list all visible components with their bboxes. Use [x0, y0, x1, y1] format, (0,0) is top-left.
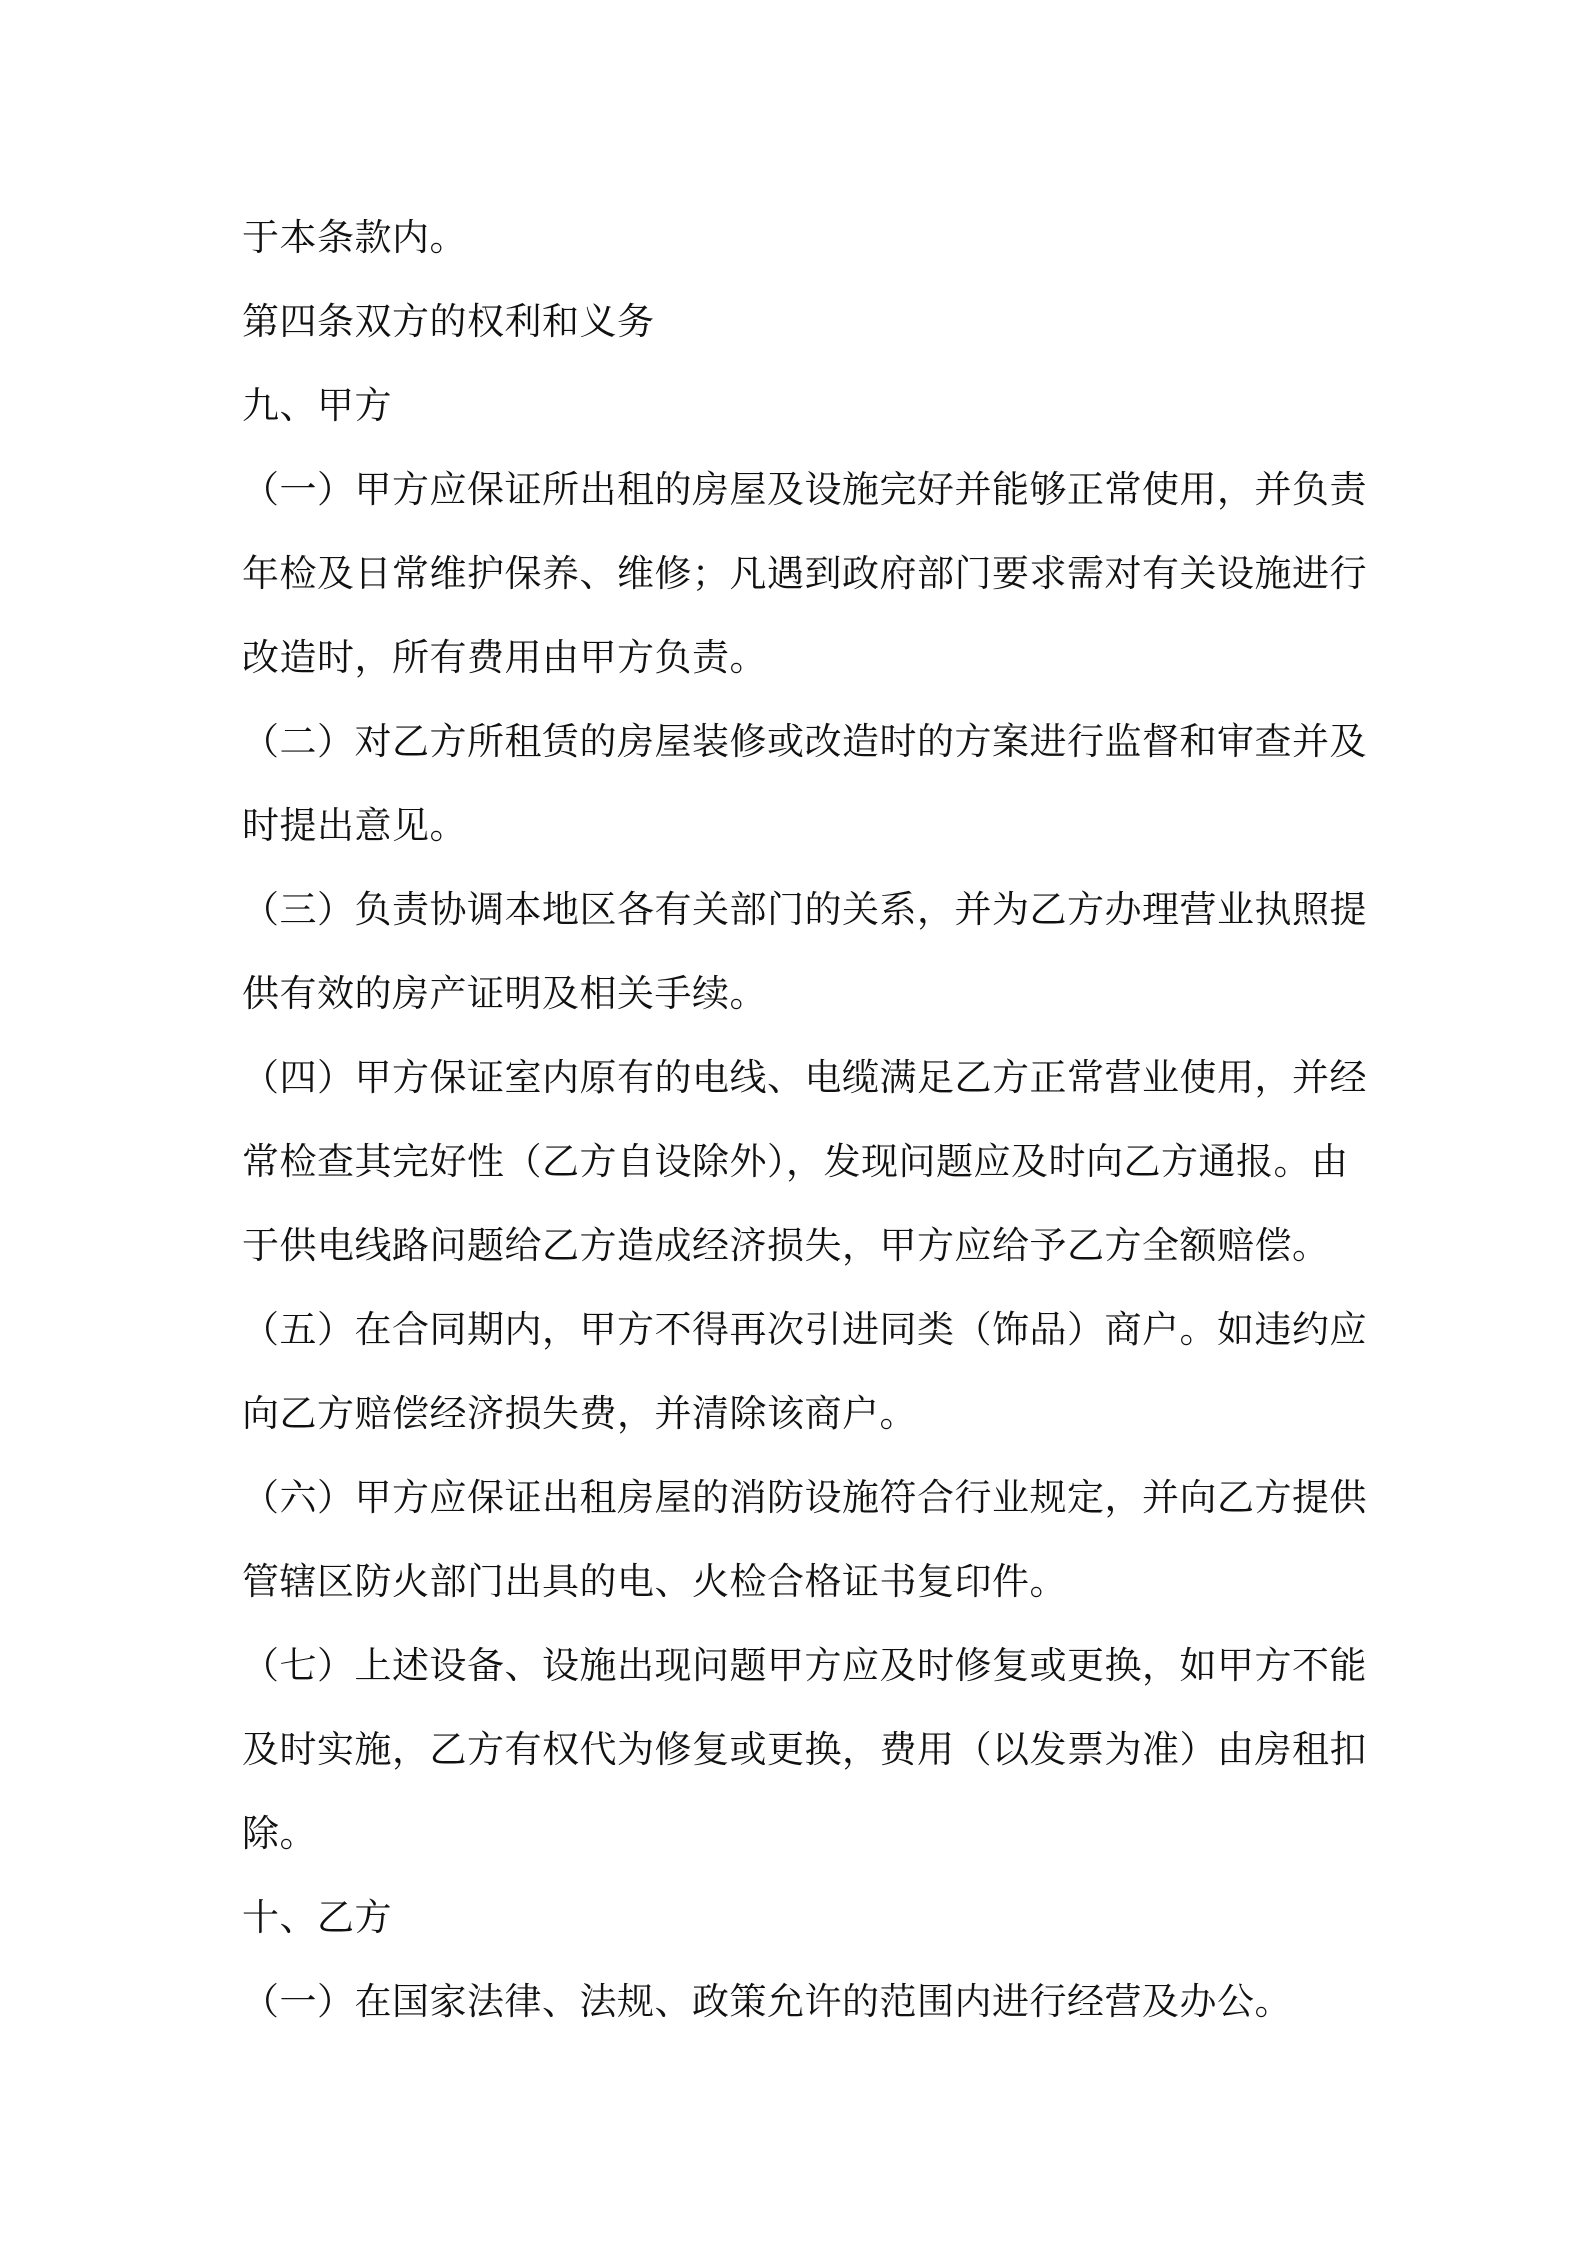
- clause-a6-line1: （六）甲方应保证出租房屋的消防设施符合行业规定，并向乙方提供: [242, 1476, 1367, 1519]
- clause-a1-line3: 改造时，所有费用由甲方负责。: [242, 636, 767, 679]
- clause-a7-line2: 及时实施，乙方有权代为修复或更换，费用（以发票为准）由房租扣: [242, 1728, 1367, 1771]
- clause-a2-line2: 时提出意见。: [242, 804, 467, 847]
- clause-b1-line1: （一）在国家法律、法规、政策允许的范围内进行经营及办公。: [242, 1980, 1292, 2023]
- section-heading: 第四条双方的权利和义务: [242, 300, 655, 343]
- clause-a3-line1: （三）负责协调本地区各有关部门的关系，并为乙方办理营业执照提: [242, 888, 1367, 931]
- clause-a4-line1: （四）甲方保证室内原有的电线、电缆满足乙方正常营业使用，并经: [242, 1056, 1367, 1099]
- clause-a1-line2: 年检及日常维护保养、维修；凡遇到政府部门要求需对有关设施进行: [242, 552, 1367, 595]
- clause-a6-line2: 管辖区防火部门出具的电、火检合格证书复印件。: [242, 1560, 1067, 1603]
- clause-a5-line2: 向乙方赔偿经济损失费，并清除该商户。: [242, 1392, 917, 1435]
- party-heading-a: 九、甲方: [242, 384, 392, 427]
- clause-a1-line1: （一）甲方应保证所出租的房屋及设施完好并能够正常使用，并负责: [242, 468, 1367, 511]
- clause-a3-line2: 供有效的房产证明及相关手续。: [242, 972, 767, 1015]
- clause-a5-line1: （五）在合同期内，甲方不得再次引进同类（饰品）商户。如违约应: [242, 1308, 1367, 1351]
- clause-a7-line1: （七）上述设备、设施出现问题甲方应及时修复或更换，如甲方不能: [242, 1644, 1367, 1687]
- clause-a7-line3: 除。: [242, 1812, 317, 1855]
- party-heading-b: 十、乙方: [242, 1896, 392, 1939]
- text-line: 于本条款内。: [242, 216, 467, 259]
- clause-a4-line2: 常检查其完好性（乙方自设除外），发现问题应及时向乙方通报。由: [242, 1140, 1349, 1183]
- clause-a4-line3: 于供电线路问题给乙方造成经济损失，甲方应给予乙方全额赔偿。: [242, 1224, 1330, 1267]
- clause-a2-line1: （二）对乙方所租赁的房屋装修或改造时的方案进行监督和审查并及: [242, 720, 1367, 763]
- document-body: [242, 196, 1367, 2044]
